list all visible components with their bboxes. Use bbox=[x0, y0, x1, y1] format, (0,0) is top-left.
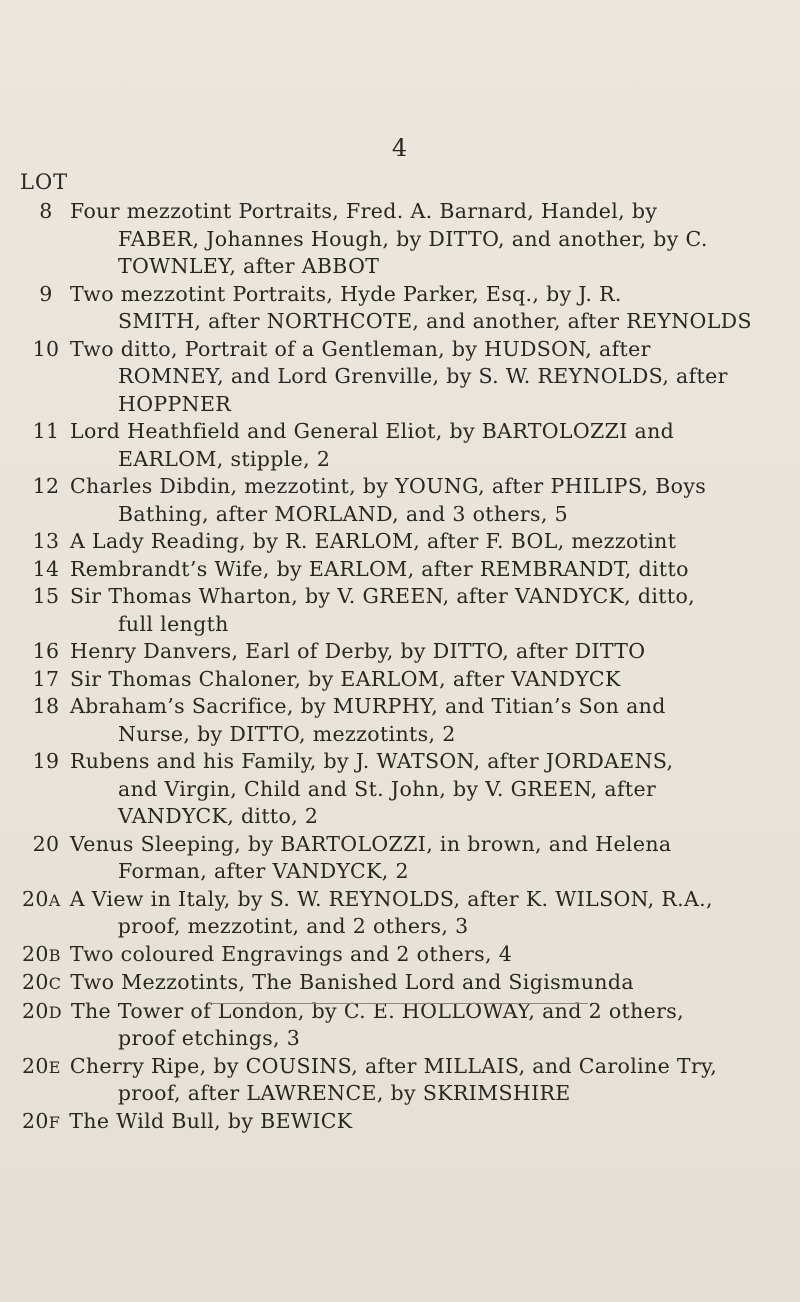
lot-description-continuation: VANDYCK, ditto, 2 bbox=[118, 804, 319, 828]
lot-entry bbox=[22, 666, 782, 694]
lot-description-line: The Tower of London, by C. E. HOLLOWAY, and 2 others, bbox=[70, 998, 685, 1023]
lot-description-line: A Lady Reading, by R. EARLOM, after F. BOL, mezzotint bbox=[70, 529, 677, 553]
lot-description bbox=[70, 886, 782, 941]
lot-entry bbox=[22, 418, 782, 473]
lot-letter: F bbox=[48, 1112, 61, 1132]
lot-number: 20B bbox=[22, 941, 61, 966]
lot-description-line: Cherry Ripe, by COUSINS, after MILLAIS, and Caroline Try, bbox=[69, 1053, 718, 1078]
lot-entry bbox=[22, 638, 782, 666]
lot-description-line: Rubens and his Family, by J. WATSON, after JORDAENS, bbox=[70, 749, 674, 773]
lot-description-line: Two mezzotint Portraits, Hyde Parker, Esq., by J. R. bbox=[70, 281, 622, 306]
lot-description bbox=[70, 528, 782, 556]
lot-number: 20D bbox=[22, 998, 62, 1023]
lot-number: 20F bbox=[22, 1108, 61, 1133]
sub-lot-entry bbox=[22, 886, 782, 941]
lot-description-line: Henry Danvers, Earl of Derby, by DITTO, after DITTO bbox=[70, 639, 646, 663]
sub-lot-entry bbox=[22, 1053, 782, 1108]
lot-description bbox=[70, 281, 782, 336]
lot-description bbox=[70, 198, 782, 281]
lot-letter: D bbox=[48, 1002, 62, 1022]
lot-description-line: Lord Heathfield and General Eliot, by BARTOLOZZI and bbox=[70, 419, 675, 443]
lot-description-line: A View in Italy, by S. W. REYNOLDS, after K. WILSON, R.A., bbox=[69, 886, 713, 911]
lot-description bbox=[70, 666, 782, 694]
lot-description bbox=[70, 748, 782, 831]
lot-description bbox=[70, 556, 782, 584]
lot-description-line: Two coloured Engravings and 2 others, 4 bbox=[69, 941, 513, 966]
lot-description-continuation: FABER, Johannes Hough, by DITTO, and another, by C. bbox=[118, 226, 708, 251]
lot-description-continuation: proof etchings, 3 bbox=[117, 1026, 301, 1050]
lot-description-continuation: Nurse, by DITTO, mezzotints, 2 bbox=[118, 721, 456, 746]
lot-number: 18 bbox=[32, 694, 60, 718]
page-number: 4 bbox=[391, 134, 409, 162]
lot-entry bbox=[22, 583, 782, 638]
lot-description bbox=[71, 998, 782, 1053]
lot-description bbox=[70, 1053, 782, 1108]
end-rule bbox=[208, 1003, 588, 1004]
lot-description bbox=[70, 831, 782, 886]
lot-entry bbox=[22, 336, 782, 419]
lot-description bbox=[70, 969, 782, 997]
lot-letter: C bbox=[48, 974, 62, 993]
lot-number: 19 bbox=[32, 749, 60, 773]
lot-description-continuation: ROMNEY, and Lord Grenville, by S. W. REYNOLDS, after bbox=[118, 364, 728, 388]
lot-description-line: Abraham’s Sacrifice, by MURPHY, and Titian’s Son and bbox=[70, 694, 666, 718]
lot-letter: B bbox=[48, 945, 61, 965]
lot-number: 13 bbox=[32, 529, 60, 553]
lot-letter: A bbox=[48, 890, 61, 910]
lot-entry bbox=[22, 693, 782, 748]
sub-lot-entry bbox=[22, 941, 782, 970]
lot-number: 15 bbox=[32, 584, 60, 608]
lot-description-continuation: EARLOM, stipple, 2 bbox=[118, 446, 331, 471]
lot-description-line: Two Mezzotints, The Banished Lord and Sigismunda bbox=[70, 970, 634, 994]
lot-number: 16 bbox=[32, 639, 60, 663]
lot-description-continuation: Forman, after VANDYCK, 2 bbox=[118, 859, 409, 883]
lot-entry bbox=[22, 556, 782, 584]
sub-lot-entry bbox=[22, 1108, 782, 1137]
lot-entry bbox=[22, 473, 782, 528]
lot-description-continuation: full length bbox=[118, 611, 229, 636]
lot-entry bbox=[22, 528, 782, 556]
lot-description-continuation: and Virgin, Child and St. John, by V. GREEN, after bbox=[118, 776, 657, 801]
lot-number: 17 bbox=[32, 666, 60, 691]
lot-description bbox=[70, 638, 782, 666]
lot-description-line: Two ditto, Portrait of a Gentleman, by HUDSON, after bbox=[70, 336, 651, 361]
lot-description bbox=[69, 1108, 782, 1136]
lot-description-line: Sir Thomas Chaloner, by EARLOM, after VANDYCK bbox=[70, 666, 621, 691]
lot-description-continuation: proof, mezzotint, and 2 others, 3 bbox=[117, 914, 469, 938]
lot-description bbox=[70, 583, 782, 638]
lot-number: 20A bbox=[22, 886, 61, 911]
lot-entry bbox=[22, 831, 782, 886]
lot-description-line: Rembrandt’s Wife, by EARLOM, after REMBRANDT, ditto bbox=[70, 556, 689, 581]
lot-entry bbox=[22, 281, 782, 336]
lot-number: 20 bbox=[32, 831, 60, 856]
lot-number: 14 bbox=[32, 556, 60, 581]
lot-number: 12 bbox=[32, 474, 60, 498]
lot-number: 20E bbox=[22, 1053, 61, 1078]
lot-description-line: Venus Sleeping, by BARTOLOZZI, in brown, and Helena bbox=[70, 831, 672, 856]
lot-description-continuation: TOWNLEY, after ABBOT bbox=[118, 254, 380, 278]
lot-description bbox=[70, 693, 782, 748]
lot-number: 8 bbox=[39, 199, 53, 223]
lot-description-continuation: SMITH, after NORTHCOTE, and another, after REYNOLDS bbox=[118, 309, 752, 333]
lot-description bbox=[70, 473, 782, 528]
lot-number: 9 bbox=[39, 281, 53, 306]
lot-list bbox=[22, 198, 782, 1136]
lot-number: 11 bbox=[32, 419, 60, 443]
lot-number: 20C bbox=[22, 970, 62, 994]
lot-entry bbox=[22, 198, 782, 281]
lot-description-continuation: Bathing, after MORLAND, and 3 others, 5 bbox=[118, 501, 569, 526]
sub-lot-entry bbox=[22, 998, 782, 1053]
lot-description-line: Sir Thomas Wharton, by V. GREEN, after VANDYCK, ditto, bbox=[70, 584, 696, 608]
lot-letter: E bbox=[48, 1057, 61, 1077]
lot-description-line: The Wild Bull, by BEWICK bbox=[69, 1108, 353, 1133]
lot-number: 10 bbox=[32, 336, 60, 361]
lot-description-continuation: HOPPNER bbox=[118, 391, 232, 416]
sub-lot-entry bbox=[22, 969, 782, 998]
lot-entry bbox=[22, 748, 782, 831]
lot-description bbox=[70, 941, 782, 969]
lot-column-header: LOT bbox=[20, 170, 69, 194]
lot-description bbox=[70, 336, 782, 419]
lot-description bbox=[70, 418, 782, 473]
lot-description-line: Four mezzotint Portraits, Fred. A. Barnard, Handel, by bbox=[70, 199, 658, 223]
lot-description-line: Charles Dibdin, mezzotint, by YOUNG, after PHILIPS, Boys bbox=[70, 474, 707, 498]
lot-description-continuation: proof, after LAWRENCE, by SKRIMSHIRE bbox=[117, 1081, 571, 1105]
